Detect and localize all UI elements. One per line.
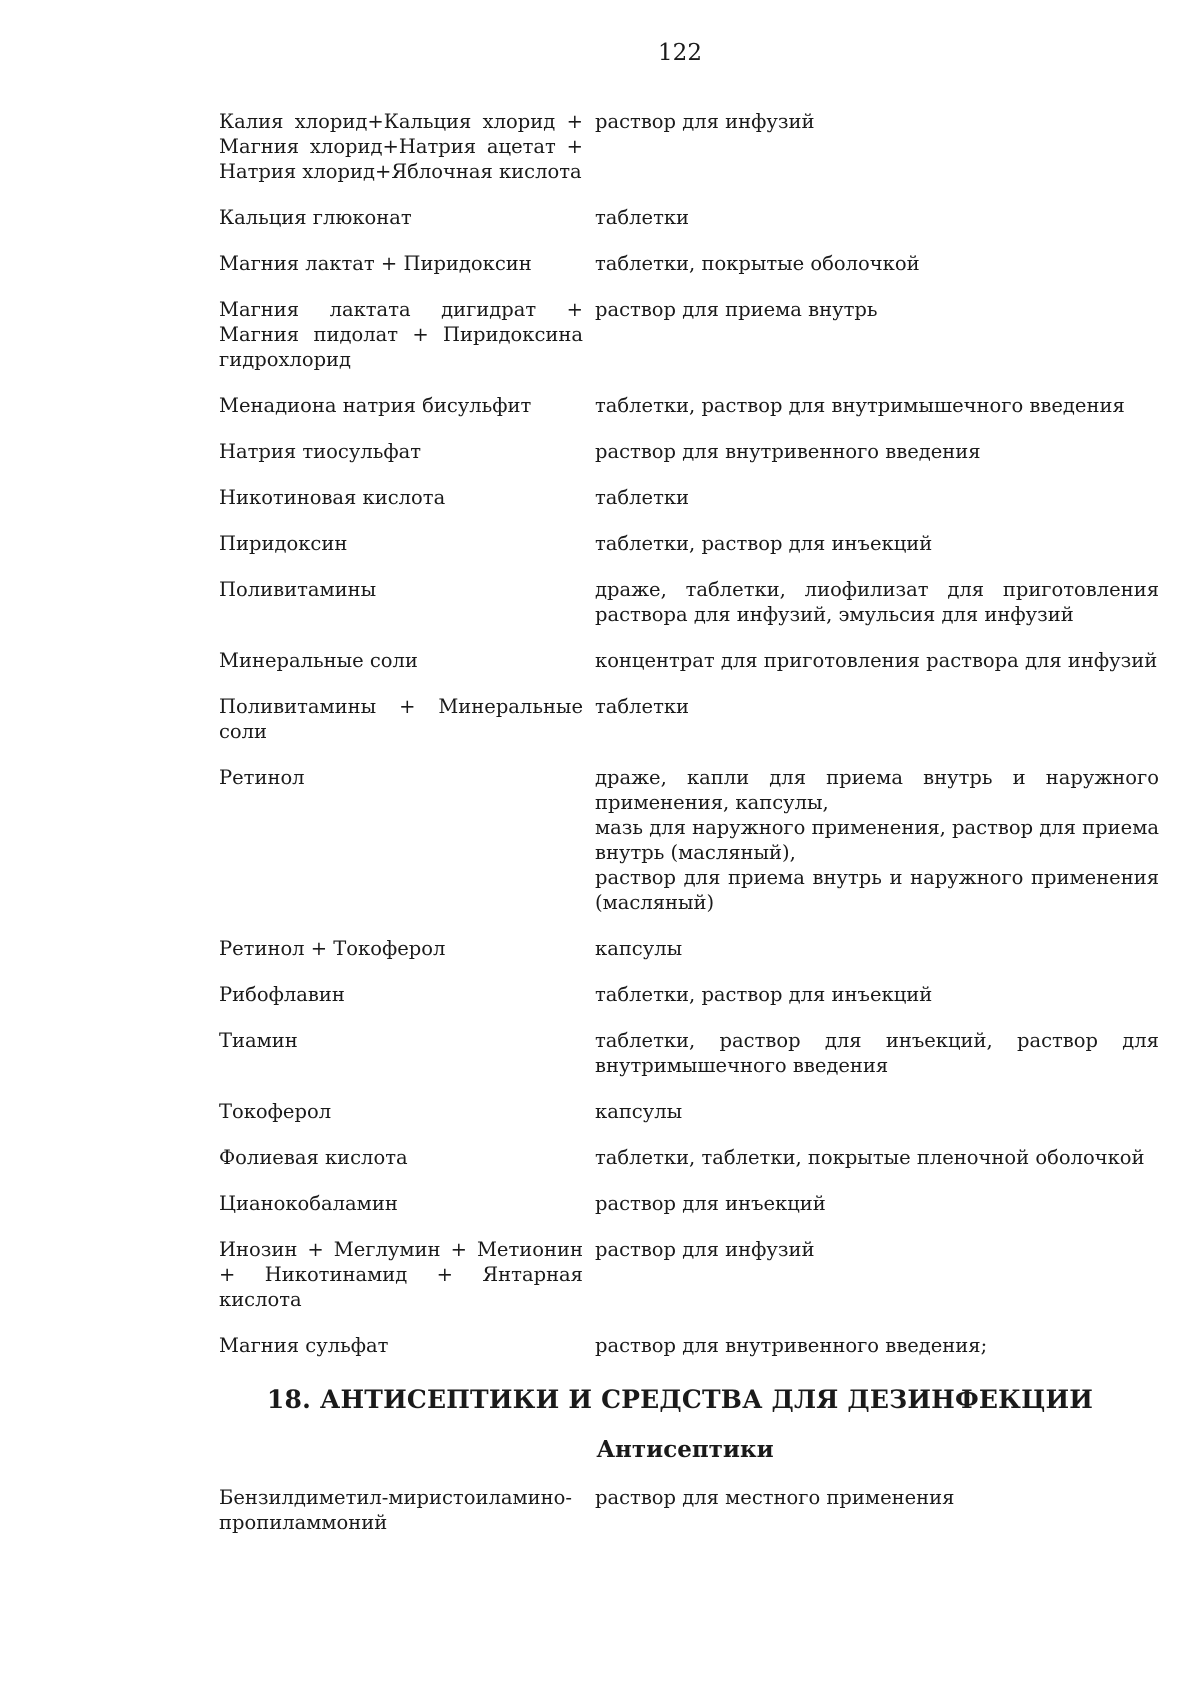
drug-name: Цианокобаламин [219, 1192, 398, 1215]
dosage-form: раствор для приема внутрь [595, 298, 878, 321]
drug-name: Поливитамины [219, 578, 377, 601]
subsection-title: Антисептики [596, 1436, 774, 1463]
dosage-form: таблетки [595, 695, 690, 718]
drug-name: Минеральные соли [219, 649, 418, 672]
dosage-form: концентрат для приготовления раствора для инфузий [595, 649, 1158, 672]
dosage-form: таблетки, раствор для инъекций [595, 532, 933, 555]
drug-name: Пиридоксин [219, 532, 348, 555]
drug-table [219, 109, 1159, 1379]
dosage-form: таблетки [595, 486, 690, 509]
table-row [219, 577, 1159, 627]
drug-name: Бензилдиметил-миристоиламино-пропиламмоний [219, 1486, 572, 1534]
drug-name: Рибофлавин [219, 983, 345, 1006]
dosage-form: таблетки, раствор для инъекций, раствор для внутримышечного введения [595, 1029, 1159, 1077]
drug-name: Инозин + Меглумин + Метионин + Никотинамид + Янтарная кислота [219, 1238, 583, 1311]
drug-name: Ретинол [219, 766, 305, 789]
dosage-form: раствор для инъекций [595, 1192, 826, 1215]
table-row [219, 1099, 1159, 1124]
drug-name: Поливитамины + Минеральные соли [219, 695, 583, 743]
dosage-form: таблетки [595, 206, 690, 229]
drug-name: Натрия тиосульфат [219, 440, 421, 463]
table-row [219, 485, 1159, 510]
table-row [219, 393, 1159, 418]
drug-name: Магния сульфат [219, 1334, 389, 1357]
dosage-form: капсулы [595, 1100, 683, 1123]
table-row [219, 648, 1159, 673]
drug-name: Магния лактата дигидрат + Магния пидолат + Пиридоксина гидрохлорид [219, 298, 583, 371]
dosage-form: драже, таблетки, лиофилизат для приготовления раствора для инфузий, эмульсия для инфузий [595, 578, 1159, 626]
dosage-form: раствор для внутривенного введения [595, 440, 981, 463]
dosage-form: раствор для инфузий [595, 110, 815, 133]
table-row [219, 251, 1159, 276]
dosage-form: таблетки, раствор для инъекций [595, 983, 933, 1006]
drug-name: Тиамин [219, 1029, 298, 1052]
drug-name: Никотиновая кислота [219, 486, 446, 509]
table-row [219, 297, 1159, 372]
dosage-form: драже, капли для приема внутрь и наружного применения, капсулы, мазь для наружного применения, раствор для приема внутрь (масляный), раствор для приема внутрь и наружного применения (масляный) [595, 766, 1159, 914]
table-row [219, 1145, 1159, 1170]
antiseptics-table [219, 1485, 1159, 1556]
page-number: 122 [658, 40, 702, 66]
table-row [219, 205, 1159, 230]
drug-name: Ретинол + Токоферол [219, 937, 446, 960]
drug-name: Кальция глюконат [219, 206, 412, 229]
dosage-form: раствор для внутривенного введения; [595, 1334, 988, 1357]
drug-name: Фолиевая кислота [219, 1146, 408, 1169]
table-row [219, 1485, 1159, 1535]
table-row [219, 765, 1159, 915]
section-title: 18. АНТИСЕПТИКИ И СРЕДСТВА ДЛЯ ДЕЗИНФЕКЦИИ [266, 1385, 1094, 1414]
drug-name: Магния лактат + Пиридоксин [219, 252, 532, 275]
drug-name: Токоферол [219, 1100, 332, 1123]
table-row [219, 1191, 1159, 1216]
dosage-form: раствор для инфузий [595, 1238, 815, 1261]
table-row [219, 109, 1159, 184]
table-row [219, 1333, 1159, 1358]
table-row [219, 936, 1159, 961]
table-row [219, 694, 1159, 744]
dosage-form: таблетки, раствор для внутримышечного введения [595, 394, 1125, 417]
table-row [219, 982, 1159, 1007]
drug-name: Менадиона натрия бисульфит [219, 394, 532, 417]
dosage-form: капсулы [595, 937, 683, 960]
dosage-form: раствор для местного применения [595, 1486, 955, 1509]
table-row [219, 531, 1159, 556]
table-row [219, 1237, 1159, 1312]
table-row [219, 439, 1159, 464]
dosage-form: таблетки, таблетки, покрытые пленочной оболочкой [595, 1146, 1145, 1169]
table-row [219, 1028, 1159, 1078]
drug-name: Калия хлорид+Кальция хлорид + Магния хлорид+Натрия ацетат + Натрия хлорид+Яблочная кислота [219, 110, 583, 183]
dosage-form: таблетки, покрытые оболочкой [595, 252, 920, 275]
